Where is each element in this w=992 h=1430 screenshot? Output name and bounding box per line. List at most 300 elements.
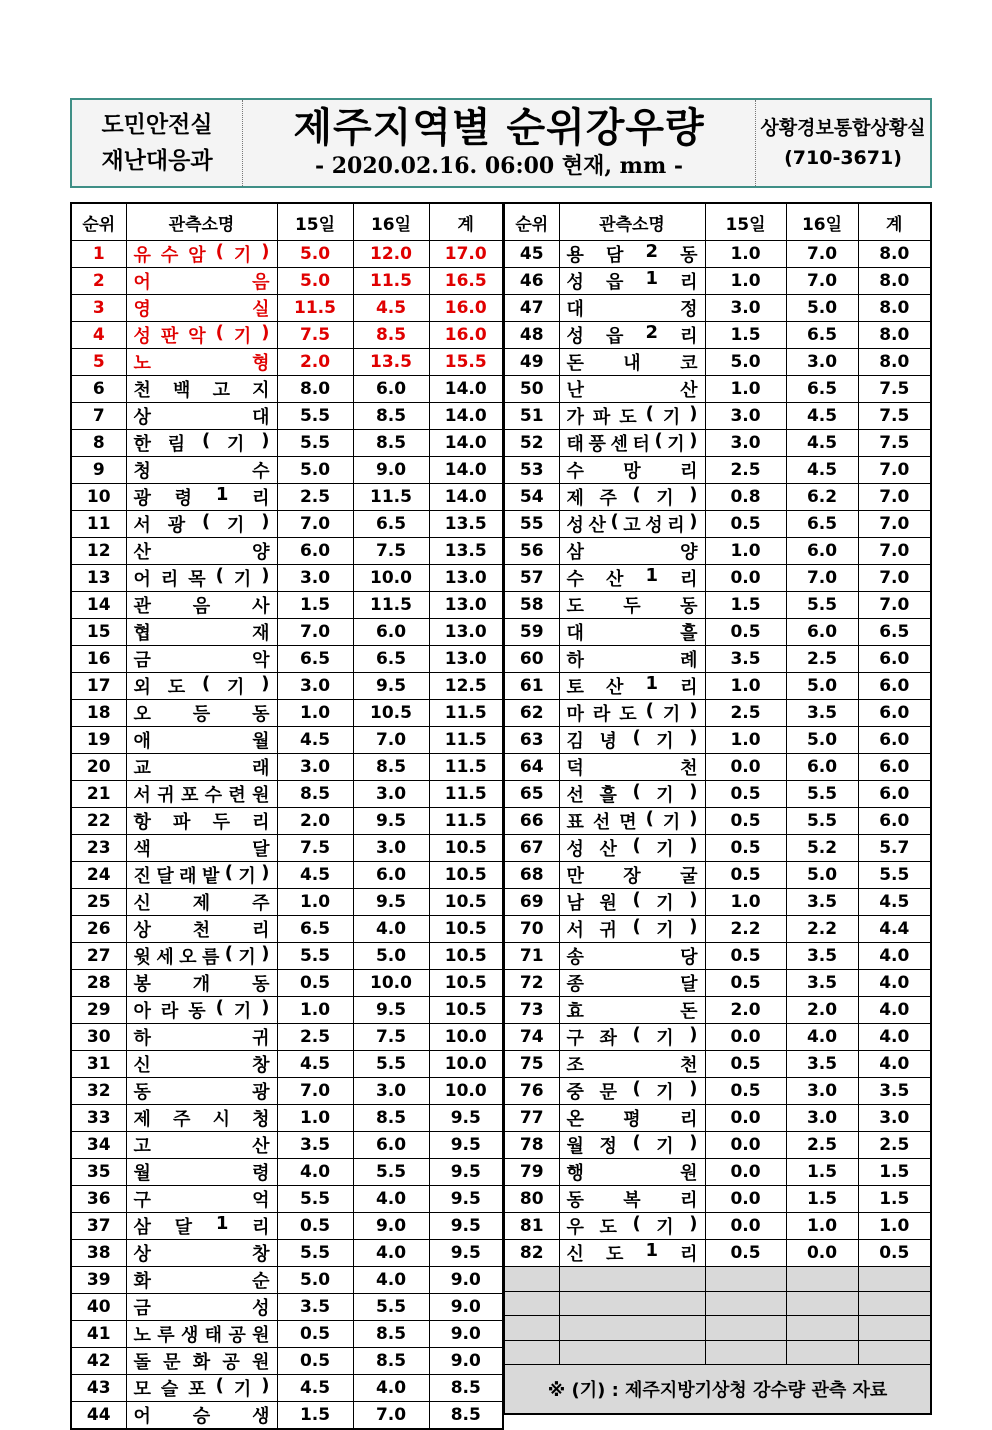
total-value-cell: 13.5 [429,538,503,565]
station-name-cell [559,646,705,673]
table-row [71,862,503,889]
station-name-cell [126,565,277,592]
rank-cell: 4 [71,322,126,349]
station-name: 효 돈 [566,1001,698,1022]
table-row [504,646,931,673]
station-name-cell [126,349,277,376]
table-row [504,322,931,349]
total-value-cell: 13.0 [429,619,503,646]
station-name: 돌 문 화 공 원 [133,1352,270,1373]
day16-value-cell: 6.0 [786,754,858,781]
empty-cell [559,1267,705,1292]
day15-value-cell: 2.5 [705,700,786,727]
day15-value-cell: 0.5 [705,862,786,889]
day16-value-cell: 4.0 [353,1267,429,1294]
table-row [504,268,931,295]
station-name-cell [126,835,277,862]
day15-value-cell: 0.0 [705,1105,786,1132]
day15-value-cell: 5.0 [705,349,786,376]
rank-cell: 33 [71,1105,126,1132]
table-row [504,457,931,484]
day16-value-cell: 2.5 [786,1132,858,1159]
day15-value-cell: 0.5 [705,943,786,970]
table-row [71,511,503,538]
table-row [504,781,931,808]
day16-value-cell: 8.5 [353,322,429,349]
rank-cell: 1 [71,241,126,268]
day16-value-cell: 6.0 [353,862,429,889]
rank-cell: 51 [504,403,559,430]
rank-cell: 15 [71,619,126,646]
station-name: 성 읍 1 리 [566,268,698,293]
day16-value-cell: 6.5 [786,511,858,538]
station-name-cell [559,781,705,808]
day15-value-cell: 0.5 [705,970,786,997]
table-row [71,268,503,295]
station-name: 구 좌 ( 기 ) [566,1024,698,1049]
day15-value-cell: 3.0 [705,430,786,457]
empty-cell [786,1267,858,1292]
table-row [504,403,931,430]
day16-value-cell: 4.0 [353,916,429,943]
day16-value-cell: 5.5 [353,1051,429,1078]
day16-value-cell: 3.5 [786,1051,858,1078]
rank-cell: 35 [71,1159,126,1186]
table-row [71,673,503,700]
day16-value-cell: 5.2 [786,835,858,862]
station-name-cell [559,943,705,970]
station-name-cell [559,349,705,376]
day16-value-cell: 5.0 [353,943,429,970]
table-row [504,1105,931,1132]
day16-value-cell: 6.0 [353,376,429,403]
table-row [71,457,503,484]
office-phone: (710-3671) [784,147,902,169]
day15-value-cell: 3.0 [277,673,353,700]
day16-value-cell: 4.0 [353,1240,429,1267]
table-row [504,862,931,889]
footnote: ※ (기) : 제주지방기상청 강수량 관측 자료 [504,1365,931,1415]
station-name-cell [126,538,277,565]
day15-value-cell: 0.0 [705,565,786,592]
empty-cell [504,1316,559,1341]
station-name-cell [559,403,705,430]
station-name-cell [559,565,705,592]
day15-value-cell: 4.0 [277,1159,353,1186]
rank-cell: 6 [71,376,126,403]
empty-cell [559,1316,705,1341]
day16-value-cell: 7.0 [786,268,858,295]
station-name-cell [559,1186,705,1213]
table-row [71,376,503,403]
station-name: 삼 달 1 리 [133,1213,270,1238]
department-line-1: 도민안전실 [101,112,213,138]
rank-cell: 13 [71,565,126,592]
day15-value-cell: 0.5 [705,1078,786,1105]
col-station: 관측소명 [559,203,705,241]
table-header-row [71,203,503,241]
station-name: 상 천 리 [133,920,270,941]
table-row [71,349,503,376]
rank-cell: 56 [504,538,559,565]
station-name: 구 억 [133,1190,270,1211]
station-name: 태 풍 센 터 ( 기 ) [566,430,698,455]
day16-value-cell: 5.0 [786,295,858,322]
station-name: 도 두 동 [566,596,698,617]
station-name: 애 월 [133,731,270,752]
day15-value-cell: 4.5 [277,1051,353,1078]
station-name: 항 파 두 리 [133,812,270,833]
footnote-row [504,1365,931,1415]
station-name-cell [559,1051,705,1078]
station-name-cell [126,1213,277,1240]
rank-cell: 38 [71,1240,126,1267]
rank-cell: 63 [504,727,559,754]
rank-cell: 46 [504,268,559,295]
station-name: 수 망 리 [566,461,698,482]
table-row [71,727,503,754]
empty-cell [559,1340,705,1365]
station-name-cell [559,457,705,484]
station-name: 돈 내 코 [566,353,698,374]
table-row [71,1051,503,1078]
empty-cell [705,1267,786,1292]
rank-cell: 12 [71,538,126,565]
station-name-cell [126,808,277,835]
day16-value-cell: 4.0 [353,1186,429,1213]
station-name: 하 귀 [133,1028,270,1049]
station-name: 우 도 ( 기 ) [566,1213,698,1238]
rank-cell: 39 [71,1267,126,1294]
day16-value-cell: 4.0 [786,1024,858,1051]
day16-value-cell: 3.0 [353,781,429,808]
station-name-cell [559,511,705,538]
station-name: 어 리 목 ( 기 ) [133,565,270,590]
day16-value-cell: 11.5 [353,268,429,295]
day15-value-cell: 0.5 [705,511,786,538]
total-value-cell: 9.0 [429,1267,503,1294]
day15-value-cell: 1.0 [705,376,786,403]
table-row [71,835,503,862]
col-total: 계 [429,203,503,241]
day16-value-cell: 3.0 [353,1078,429,1105]
col-day15: 15일 [277,203,353,241]
department-line-2: 재난대응과 [101,148,213,174]
total-value-cell: 6.5 [858,619,931,646]
station-name-cell [559,538,705,565]
station-name: 서 귀 ( 기 ) [566,916,698,941]
station-name-cell [126,1051,277,1078]
station-name: 광 령 1 리 [133,484,270,509]
day16-value-cell: 4.5 [353,295,429,322]
table-row [71,1186,503,1213]
empty-cell [705,1316,786,1341]
station-name-cell [126,457,277,484]
day16-value-cell: 9.5 [353,673,429,700]
station-name: 만 장 굴 [566,866,698,887]
day16-value-cell: 6.0 [786,619,858,646]
total-value-cell: 6.0 [858,754,931,781]
total-value-cell: 1.5 [858,1159,931,1186]
rainfall-table-left [70,202,504,1430]
station-name: 중 문 ( 기 ) [566,1078,698,1103]
day16-value-cell: 6.0 [353,619,429,646]
table-row [504,889,931,916]
rank-cell: 28 [71,970,126,997]
day16-value-cell: 6.0 [786,538,858,565]
station-name-cell [559,808,705,835]
total-value-cell: 17.0 [429,241,503,268]
station-name: 가 파 도 ( 기 ) [566,403,698,428]
station-name-cell [126,1294,277,1321]
station-name-cell [126,1240,277,1267]
rank-cell: 22 [71,808,126,835]
rank-cell: 67 [504,835,559,862]
total-value-cell: 4.4 [858,916,931,943]
station-name: 산 양 [133,542,270,563]
day16-value-cell: 12.0 [353,241,429,268]
rank-cell: 45 [504,241,559,268]
station-name-cell [126,1321,277,1348]
station-name-cell [126,322,277,349]
station-name: 표 선 면 ( 기 ) [566,808,698,833]
station-name: 종 달 [566,974,698,995]
station-name: 조 천 [566,1055,698,1076]
day16-value-cell: 7.0 [353,1402,429,1430]
station-name: 서 광 ( 기 ) [133,511,270,536]
total-value-cell: 9.5 [429,1105,503,1132]
day15-value-cell: 1.0 [705,727,786,754]
rank-cell: 72 [504,970,559,997]
table-row [504,673,931,700]
day15-value-cell: 0.5 [277,1321,353,1348]
table-row [71,484,503,511]
station-name-cell [559,322,705,349]
rank-cell: 19 [71,727,126,754]
total-value-cell: 7.0 [858,511,931,538]
day16-value-cell: 3.5 [786,889,858,916]
total-value-cell: 8.5 [429,1375,503,1402]
day15-value-cell: 1.0 [277,997,353,1024]
station-name-cell [559,592,705,619]
day15-value-cell: 2.5 [705,457,786,484]
office-name: 상황경보통합상황실 [760,117,926,139]
table-row [71,781,503,808]
rank-cell: 43 [71,1375,126,1402]
day16-value-cell: 6.5 [353,511,429,538]
total-value-cell: 4.0 [858,970,931,997]
station-name-cell [126,511,277,538]
day16-value-cell: 7.0 [353,727,429,754]
total-value-cell: 7.0 [858,484,931,511]
day16-value-cell: 5.5 [786,592,858,619]
day15-value-cell: 2.0 [277,808,353,835]
total-value-cell: 4.0 [858,997,931,1024]
day15-value-cell: 1.0 [277,700,353,727]
table-row [504,997,931,1024]
day15-value-cell: 0.0 [705,754,786,781]
station-name-cell [559,727,705,754]
col-rank: 순위 [71,203,126,241]
station-name-cell [559,916,705,943]
day16-value-cell: 6.2 [786,484,858,511]
table-row [71,241,503,268]
day16-value-cell: 2.2 [786,916,858,943]
table-row [71,1078,503,1105]
table-row [71,430,503,457]
rank-cell: 20 [71,754,126,781]
day16-value-cell: 6.5 [353,646,429,673]
station-name: 대 정 [566,299,698,320]
station-name-cell [126,1105,277,1132]
station-name: 노 루 생 태 공 원 [133,1325,270,1346]
station-name-cell [559,268,705,295]
rank-cell: 8 [71,430,126,457]
day16-value-cell: 5.5 [786,781,858,808]
day15-value-cell: 7.5 [277,322,353,349]
station-name: 수 산 1 리 [566,565,698,590]
empty-row [504,1267,931,1292]
total-value-cell: 8.0 [858,349,931,376]
day15-value-cell: 5.5 [277,403,353,430]
report-title: 제주지역별 순위강우량 [293,105,705,151]
station-name-cell [126,376,277,403]
empty-row [504,1291,931,1316]
table-row [504,700,931,727]
rank-cell: 11 [71,511,126,538]
day15-value-cell: 7.0 [277,511,353,538]
table-row [504,1024,931,1051]
rank-cell: 79 [504,1159,559,1186]
empty-row [504,1340,931,1365]
table-row [504,538,931,565]
department-box [72,100,243,186]
station-name: 행 원 [566,1163,698,1184]
station-name-cell [126,862,277,889]
day15-value-cell: 0.5 [277,970,353,997]
empty-cell [705,1291,786,1316]
station-name: 색 달 [133,839,270,860]
day16-value-cell: 5.5 [353,1294,429,1321]
station-name: 청 수 [133,461,270,482]
table-row [504,754,931,781]
table-row [504,916,931,943]
rank-cell: 42 [71,1348,126,1375]
station-name-cell [126,781,277,808]
total-value-cell: 14.0 [429,457,503,484]
station-name-cell [126,727,277,754]
station-name: 성 판 악 ( 기 ) [133,322,270,347]
day15-value-cell: 5.0 [277,1267,353,1294]
empty-cell [786,1316,858,1341]
day16-value-cell: 5.5 [786,808,858,835]
table-row [71,1375,503,1402]
rank-cell: 36 [71,1186,126,1213]
day15-value-cell: 0.8 [705,484,786,511]
total-value-cell: 10.0 [429,1051,503,1078]
day16-value-cell: 3.5 [786,700,858,727]
day15-value-cell: 2.0 [277,349,353,376]
rank-cell: 25 [71,889,126,916]
total-value-cell: 14.0 [429,430,503,457]
day16-value-cell: 6.0 [353,1132,429,1159]
station-name-cell [126,1186,277,1213]
day15-value-cell: 7.5 [277,835,353,862]
total-value-cell: 10.5 [429,889,503,916]
day16-value-cell: 6.5 [786,322,858,349]
station-name-cell [126,1348,277,1375]
rank-cell: 62 [504,700,559,727]
report-header [70,98,932,188]
total-value-cell: 6.0 [858,727,931,754]
day15-value-cell: 3.5 [277,1132,353,1159]
rank-cell: 57 [504,565,559,592]
station-name-cell [559,484,705,511]
day16-value-cell: 10.5 [353,700,429,727]
rank-cell: 59 [504,619,559,646]
station-name: 덕 천 [566,758,698,779]
day16-value-cell: 4.5 [786,457,858,484]
station-name-cell [559,862,705,889]
station-name: 상 대 [133,407,270,428]
day16-value-cell: 3.0 [786,1078,858,1105]
station-name: 성 산 ( 고 성 리 ) [566,511,698,536]
station-name: 화 순 [133,1271,270,1292]
rank-cell: 9 [71,457,126,484]
day16-value-cell: 4.5 [786,403,858,430]
total-value-cell: 5.5 [858,862,931,889]
rank-cell: 70 [504,916,559,943]
total-value-cell: 11.5 [429,727,503,754]
day15-value-cell: 0.0 [705,1024,786,1051]
station-name: 외 도 ( 기 ) [133,673,270,698]
day16-value-cell: 8.5 [353,754,429,781]
table-row [71,1159,503,1186]
station-name-cell [559,997,705,1024]
rank-cell: 32 [71,1078,126,1105]
station-name-cell [559,970,705,997]
rank-cell: 44 [71,1402,126,1430]
day15-value-cell: 1.0 [705,268,786,295]
day16-value-cell: 9.5 [353,997,429,1024]
rank-cell: 30 [71,1024,126,1051]
total-value-cell: 14.0 [429,403,503,430]
rank-cell: 31 [71,1051,126,1078]
station-name: 유 수 암 ( 기 ) [133,241,270,266]
day16-value-cell: 3.0 [353,835,429,862]
station-name: 선 흘 ( 기 ) [566,781,698,806]
empty-cell [504,1291,559,1316]
rank-cell: 52 [504,430,559,457]
table-row [71,1024,503,1051]
table-row [504,1213,931,1240]
station-name-cell [126,916,277,943]
rank-cell: 10 [71,484,126,511]
table-row [71,1348,503,1375]
rank-cell: 74 [504,1024,559,1051]
station-name: 온 평 리 [566,1109,698,1130]
rank-cell: 64 [504,754,559,781]
day15-value-cell: 0.5 [705,619,786,646]
empty-cell [786,1291,858,1316]
table-row [71,889,503,916]
table-row [504,430,931,457]
table-row [71,538,503,565]
empty-cell [705,1340,786,1365]
rank-cell: 77 [504,1105,559,1132]
total-value-cell: 10.5 [429,862,503,889]
day15-value-cell: 2.5 [277,1024,353,1051]
